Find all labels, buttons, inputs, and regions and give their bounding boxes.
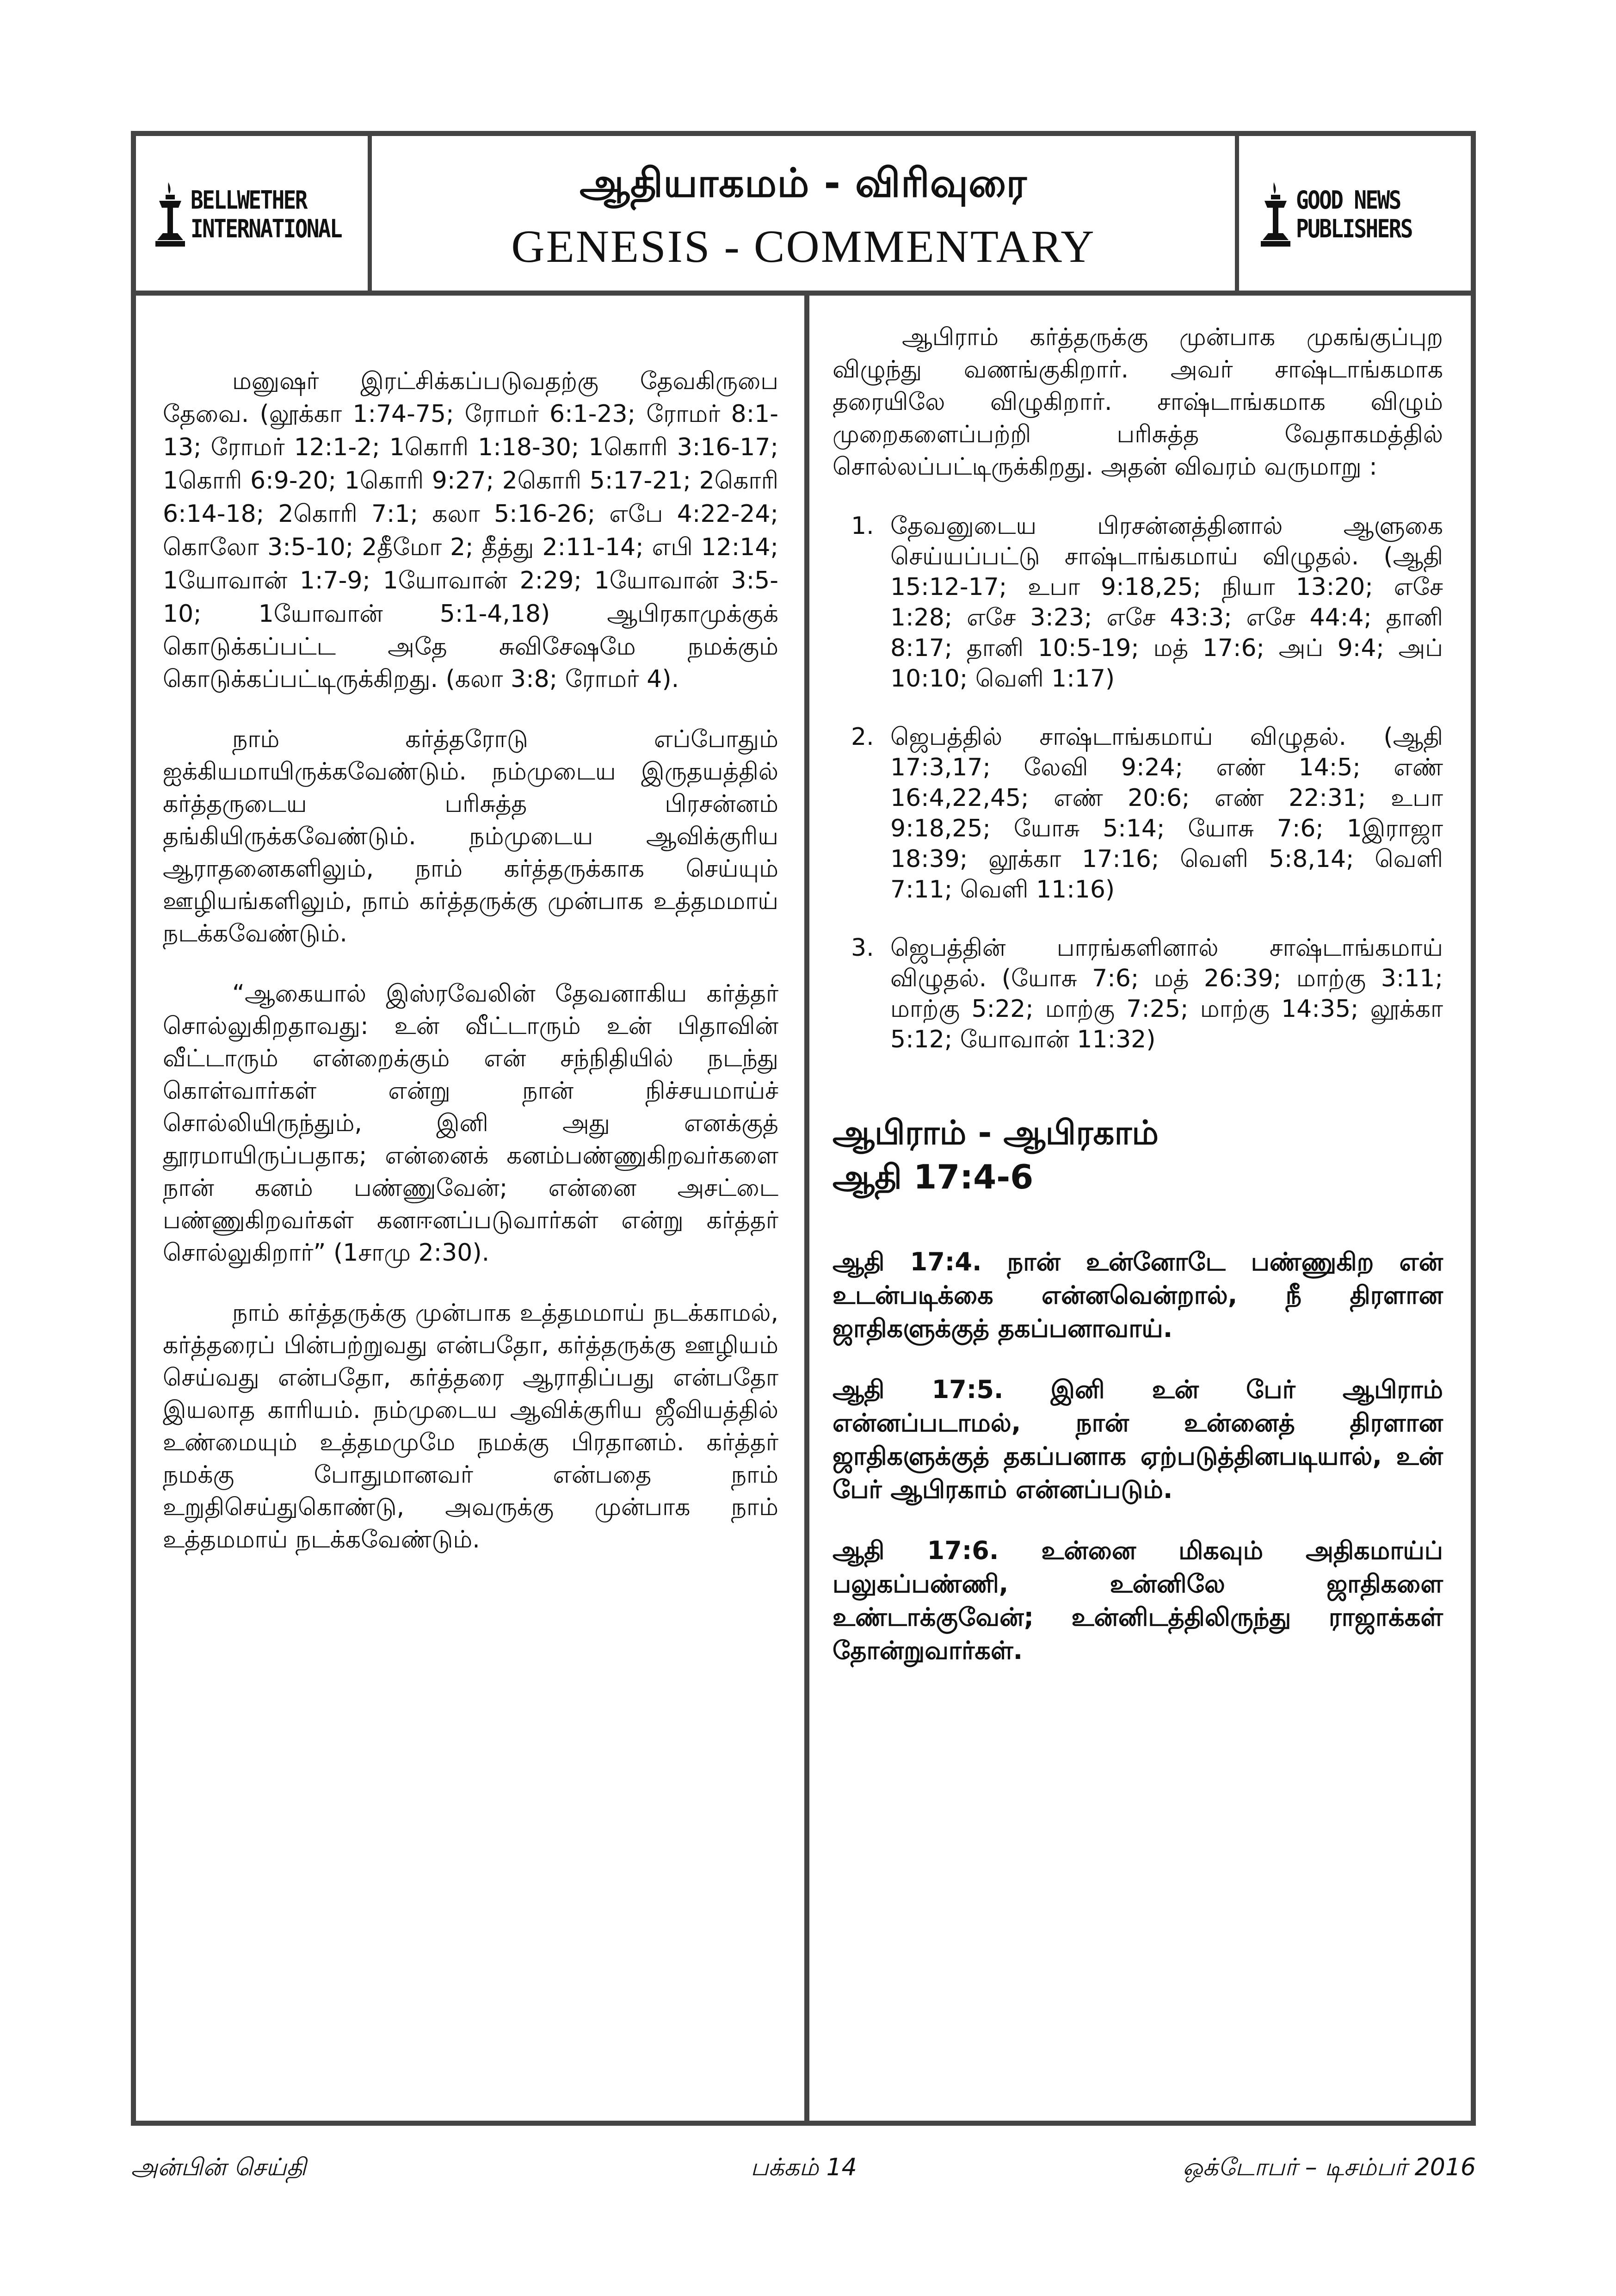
title-english: GENESIS - COMMENTARY [511, 221, 1096, 272]
lamp-stand-icon [154, 180, 187, 249]
footer-page-number: பக்கம் 14 [751, 2154, 857, 2181]
list-item-text: தேவனுடைய பிரசன்னத்தினால் ஆளுகை செய்யப்பட்டு சாஷ்டாங்கமாய் விழுதல். (ஆதி 15:12-17; உபா 9:18,25; நியா 13:20; எசே 1:28; எசே 3:23; எசே 43:3; எசே 44:4; தானி 8:17; தானி 10:5-19; மத் 17:6; அப் 9:4; அப் 10:10; வெளி 1:17) [890, 512, 1443, 693]
section-heading-line1: ஆபிராம் - ஆபிரகாம் [833, 1113, 1159, 1152]
logo-left-line1: BELLWETHER [191, 186, 307, 215]
footer-issue-date: ஒக்டோபர் – டிசம்பர் 2016 [1183, 2154, 1476, 2181]
paragraph-walk-upright: நாம் கர்த்தருக்கு முன்பாக உத்தமமாய் நடக்காமல், கர்த்தரைப் பின்பற்றுவது என்பதோ, கர்த்தருக்கு ஊழியம் செய்வது என்பதோ, கர்த்தரை ஆராதிப்பது என்பதோ இயலாத காரியம். நம்முடைய ஆவிக்குரிய ஜீவியத்தில் உண்மையும் உத்தமமுமே நமக்கு பிரதானம். கர்த்தர் நமக்கு போதுமானவர் என்பதை நாம் உறுதிசெய்துகொண்டு, அவருக்கு முன்பாக நாம் உத்தமமாய் நடக்கவேண்டும். [163, 1299, 778, 1553]
list-item-text: ஜெபத்தின் பாரங்களினால் சாஷ்டாங்கமாய் விழுதல். (யோசு 7:6; மத் 26:39; மாற்கு 3:11; மாற்கு 5:22; மாற்கு 7:25; மாற்கு 14:35; லூக்கா 5:12; யோவான் 11:32) [890, 934, 1443, 1053]
logo-box-left [136, 136, 372, 291]
paragraph-grace-tail: ஆபிரகாமுக்குக் கொடுக்கப்பட்ட அதே சுவிசேஷமே நமக்கும் கொடுக்கப்பட்டிருக்கிறது. (கலா 3:8; ரோமர் 4). [163, 600, 779, 693]
good-news-logo [1260, 180, 1432, 249]
verse-17-4: ஆதி 17:4. நான் உன்னோடே பண்ணுகிற என் உடன்படிக்கை என்னவென்றால், நீ திரளான ஜாதிகளுக்குத் தகப்பனாவாய். [833, 1247, 1443, 1343]
section-heading-line2: ஆதி 17:4-6 [833, 1157, 1034, 1196]
paragraph-fellowship: நாம் கர்த்தரோடு எப்போதும் ஐக்கியமாயிருக்கவேண்டும். நம்முடைய இருதயத்தில் கர்த்தருடைய பரிசுத்த பிரசன்னம் தங்கியிருக்கவேண்டும். நம்முடைய ஆவிக்குரிய ஆராதனைகளிலும், நாம் கர்த்தருக்காக செய்யும் ஊழியங்களிலும், நாம் கர்த்தருக்கு முன்பாக உத்தமமாய் நடக்கவேண்டும். [163, 725, 778, 947]
list-item-number: 1. [851, 512, 874, 540]
list-item [833, 933, 1443, 1055]
logo-box-right [1235, 136, 1471, 291]
section-heading [833, 1110, 1443, 1199]
logo-left-line2: INTERNATIONAL [191, 214, 342, 243]
paragraph-prostrate-intro: ஆபிராம் கர்த்தருக்கு முன்பாக முகங்குப்புற விழுந்து வணங்குகிறார். அவர் சாஷ்டாங்கமாக தரையிலே விழுகிறார். சாஷ்டாங்கமாக விழும் முறைகளைப்பற்றி பரிசுத்த வேதாகமத்தில் சொல்லப்பட்டிருக்கிறது. அதன் விவரம் வருமாறு : [833, 323, 1443, 481]
list-item-text: ஜெபத்தில் சாஷ்டாங்கமாய் விழுதல். (ஆதி 17:3,17; லேவி 9:24; எண் 14:5; எண் 16:4,22,45; எண் 20:6; எண் 22:31; உபா 9:18,25; யோசு 5:14; யோசு 7:6; 1இராஜா 18:39; லூக்கா 17:16; வெளி 5:8,14; வெளி 7:11; வெளி 11:16) [890, 723, 1443, 904]
paragraph-grace-intro: மனுஷர் இரட்சிக்கப்படுவதற்கு தேவகிருபை தேவை. [163, 367, 778, 428]
list-item [833, 722, 1443, 905]
paragraph-grace [163, 365, 778, 695]
logo-right-line2: PUBLISHERS [1296, 214, 1412, 243]
left-column [136, 296, 809, 2126]
lamp-stand-icon [1260, 180, 1292, 249]
paragraph-quote-samuel: “ஆகையால் இஸ்ரவேலின் தேவனாகிய கர்த்தர் சொல்லுகிறதாவது: உன் வீட்டாரும் உன் பிதாவின் வீட்டாரும் என்றைக்கும் என் சந்நிதியில் நடந்து கொள்வார்கள் என்று நான் நிச்சயமாய்ச் சொல்லியிருந்தும், இனி அது எனக்குத் தூரமாயிருப்பதாக; என்னைக் கனம்பண்ணுகிறவர்களை நான் கனம் பண்ணுவேன்; என்னை அசட்டை பண்ணுகிறவர்கள் கனஈனப்படுவார்கள் என்று கர்த்தர் சொல்லுகிறார்” (1சாமு 2:30). [163, 980, 778, 1267]
list-item [833, 511, 1443, 694]
footer-publication: அன்பின் செய்தி [131, 2154, 307, 2181]
page-frame [131, 131, 1476, 2126]
title-tamil: ஆதியாகமம் - விரிவுரை [580, 160, 1027, 206]
logo-right-line1: GOOD NEWS [1296, 186, 1400, 215]
prostration-list [833, 511, 1443, 1055]
bellwether-logo [154, 180, 368, 249]
verse-17-6: ஆதி 17:6. உன்னை மிகவும் அதிகமாய்ப் பலுகப்பண்ணி, உன்னிலே ஜாதிகளை உண்டாக்குவேன்; உன்னிடத்திலிருந்து ராஜாக்கள் தோன்றுவார்கள். [833, 1536, 1443, 1665]
right-column [809, 296, 1471, 2126]
verse-17-5: ஆதி 17:5. இனி உன் பேர் ஆபிராம் என்னப்படாமல், நான் உன்னைத் திரளான ஜாதிகளுக்குத் தகப்பனாக ஏற்படுத்தினபடியால், உன் பேர் ஆபிரகாம் என்னப்படும். [833, 1375, 1443, 1504]
list-item-number: 2. [851, 723, 874, 751]
list-item-number: 3. [851, 934, 874, 962]
title-area [372, 136, 1235, 291]
paragraph-grace-refs: (லூக்கா 1:74-75; ரோமர் 6:1-23; ரோமர் 8:1-13; ரோமர் 12:1-2; 1கொரி 1:18-30; 1கொரி 3:16-17; 1கொரி 6:9-20; 1கொரி 9:27; 2கொரி 5:17-21; 2கொரி 6:14-18; 2கொரி 7:1; கலா 5:16-26; எபே 4:22-24; கொலோ 3:5-10; 2தீமோ 2; தீத்து 2:11-14; எபி 12:14; 1யோவான் 1:7-9; 1யோவான் 2:29; 1யோவான் 3:5-10; 1யோவான் 5:1-4,18) [163, 400, 778, 628]
page-header [136, 136, 1471, 296]
